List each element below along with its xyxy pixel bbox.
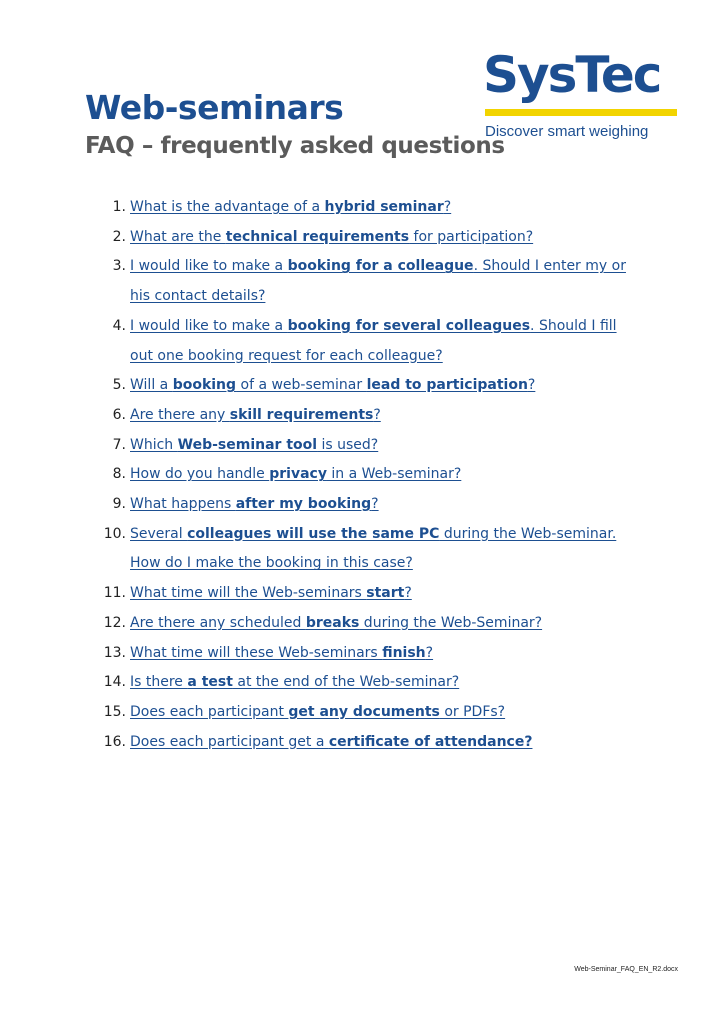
faq-item-number: 10.	[103, 525, 126, 542]
faq-item	[100, 609, 640, 639]
faq-question-link[interactable]	[130, 615, 542, 631]
faq-item	[100, 460, 640, 490]
faq-question-text: during the Web-Seminar?	[359, 614, 543, 631]
faq-question-text: for participation?	[409, 228, 534, 245]
faq-question-link[interactable]	[130, 466, 461, 482]
faq-question-text: Which	[130, 436, 178, 453]
faq-question-text: ?	[371, 496, 379, 513]
faq-question-text: Will a	[130, 377, 173, 394]
faq-question-text: ?	[443, 199, 452, 215]
faq-item	[100, 371, 640, 401]
faq-item	[100, 520, 640, 579]
faq-question-link[interactable]	[130, 199, 451, 215]
faq-item	[100, 579, 640, 609]
faq-item-number: 8.	[112, 466, 126, 483]
faq-question-emphasis: hybrid seminar	[324, 199, 444, 215]
faq-question-text: How do you handle	[130, 466, 270, 483]
faq-question-text: What is the advantage of a	[130, 199, 325, 215]
faq-question-text: during the Web-seminar. How do I make the booking in this case?	[130, 525, 617, 572]
faq-question-link[interactable]	[130, 258, 626, 304]
faq-question-emphasis: breaks	[305, 614, 360, 631]
faq-question-text: is used?	[317, 436, 379, 453]
faq-question-text: or PDFs?	[439, 703, 506, 720]
faq-question-text: Does each participant	[130, 703, 289, 720]
faq-item-number: 3.	[112, 258, 126, 275]
faq-item	[100, 639, 640, 669]
faq-question-emphasis: booking for a colleague	[287, 258, 474, 275]
page-subtitle: FAQ – frequently asked questions	[85, 133, 505, 159]
faq-item	[100, 431, 640, 461]
faq-question-link[interactable]	[130, 377, 535, 393]
faq-item-number: 15.	[103, 703, 126, 720]
faq-question-text: Are there any	[130, 406, 230, 423]
faq-item	[100, 698, 640, 728]
faq-question-emphasis: get any documents	[288, 703, 440, 720]
faq-question-emphasis: finish	[382, 644, 426, 661]
faq-question-emphasis: Web-seminar tool	[177, 436, 318, 453]
faq-item	[100, 312, 640, 371]
faq-item-number: 9.	[112, 496, 126, 513]
faq-question-emphasis: colleagues will use the same PC	[187, 525, 440, 542]
systec-logo	[483, 46, 679, 146]
faq-question-emphasis: a test	[187, 674, 233, 691]
faq-question-text: in a Web-seminar?	[326, 466, 462, 483]
faq-item	[100, 223, 640, 253]
logo-tagline: Discover smart weighing	[485, 123, 649, 140]
faq-question-emphasis: lead to participation	[366, 377, 528, 394]
page-title: Web-seminars	[85, 88, 344, 127]
faq-item	[100, 490, 640, 520]
faq-item	[100, 401, 640, 431]
faq-item-number: 14.	[103, 674, 126, 691]
faq-item-number: 6.	[112, 406, 126, 423]
faq-question-text: Does each participant get a	[130, 733, 329, 750]
faq-question-link[interactable]	[130, 526, 616, 572]
faq-item	[100, 668, 640, 698]
faq-item	[100, 728, 640, 758]
faq-question-text: I would like to make a	[130, 317, 288, 334]
faq-question-link[interactable]	[130, 585, 412, 601]
faq-item-number: 4.	[112, 317, 126, 334]
footer-filename: Web-Seminar_FAQ_EN_R2.docx	[574, 966, 678, 973]
faq-question-emphasis: technical requirements	[225, 228, 410, 245]
faq-item-number: 13.	[103, 644, 126, 661]
faq-question-emphasis: certificate of attendance?	[328, 733, 533, 750]
faq-item-number: 11.	[103, 585, 126, 602]
faq-question-text: ?	[527, 377, 536, 394]
faq-question-link[interactable]	[130, 645, 433, 661]
faq-question-link[interactable]	[130, 407, 381, 423]
faq-question-emphasis: privacy	[269, 466, 327, 483]
faq-question-link[interactable]	[130, 318, 617, 364]
faq-item-number: 1.	[112, 199, 126, 215]
faq-item-number: 2.	[112, 228, 126, 245]
faq-question-text: of a web-seminar	[236, 377, 367, 394]
faq-question-text: ?	[404, 585, 412, 602]
faq-question-link[interactable]	[130, 674, 459, 690]
faq-question-text: I would like to make a	[130, 258, 288, 275]
faq-question-emphasis: start	[366, 585, 405, 602]
faq-question-emphasis: skill requirements	[229, 406, 374, 423]
faq-question-text: Is there	[130, 674, 188, 691]
faq-question-text: What are the	[130, 228, 226, 245]
faq-item	[100, 193, 640, 223]
faq-question-link[interactable]	[130, 704, 505, 720]
faq-question-text: ?	[425, 644, 434, 661]
faq-item	[100, 252, 640, 311]
faq-question-text: Are there any scheduled	[130, 614, 306, 631]
faq-question-text: ?	[373, 406, 381, 423]
faq-question-link[interactable]	[130, 496, 379, 512]
faq-question-text: at the end of the Web-seminar?	[232, 674, 460, 691]
faq-question-text: Several	[130, 525, 188, 542]
faq-question-text: . Should I fill out one booking request for each colleague?	[130, 317, 617, 364]
faq-item-number: 16.	[103, 733, 126, 750]
faq-question-emphasis: booking	[172, 377, 237, 394]
faq-question-text: What time will the Web-seminars	[130, 585, 367, 602]
faq-question-link[interactable]	[130, 229, 533, 245]
faq-question-text: . Should I enter my or his contact details?	[130, 258, 626, 305]
logo-yellow-bar	[485, 109, 677, 116]
faq-question-link[interactable]	[130, 437, 378, 453]
faq-item-number: 7.	[112, 436, 126, 453]
faq-list	[100, 193, 640, 757]
faq-item-number: 5.	[112, 377, 126, 394]
faq-question-link[interactable]	[130, 734, 532, 750]
faq-question-text: What happens	[130, 496, 236, 513]
faq-item-number: 12.	[103, 614, 126, 631]
faq-question-text: What time will these Web-seminars	[130, 644, 383, 661]
faq-question-emphasis: booking for several colleagues	[287, 317, 531, 334]
logo-wordmark: SysTec	[483, 46, 661, 104]
faq-question-emphasis: after my booking	[235, 496, 372, 513]
